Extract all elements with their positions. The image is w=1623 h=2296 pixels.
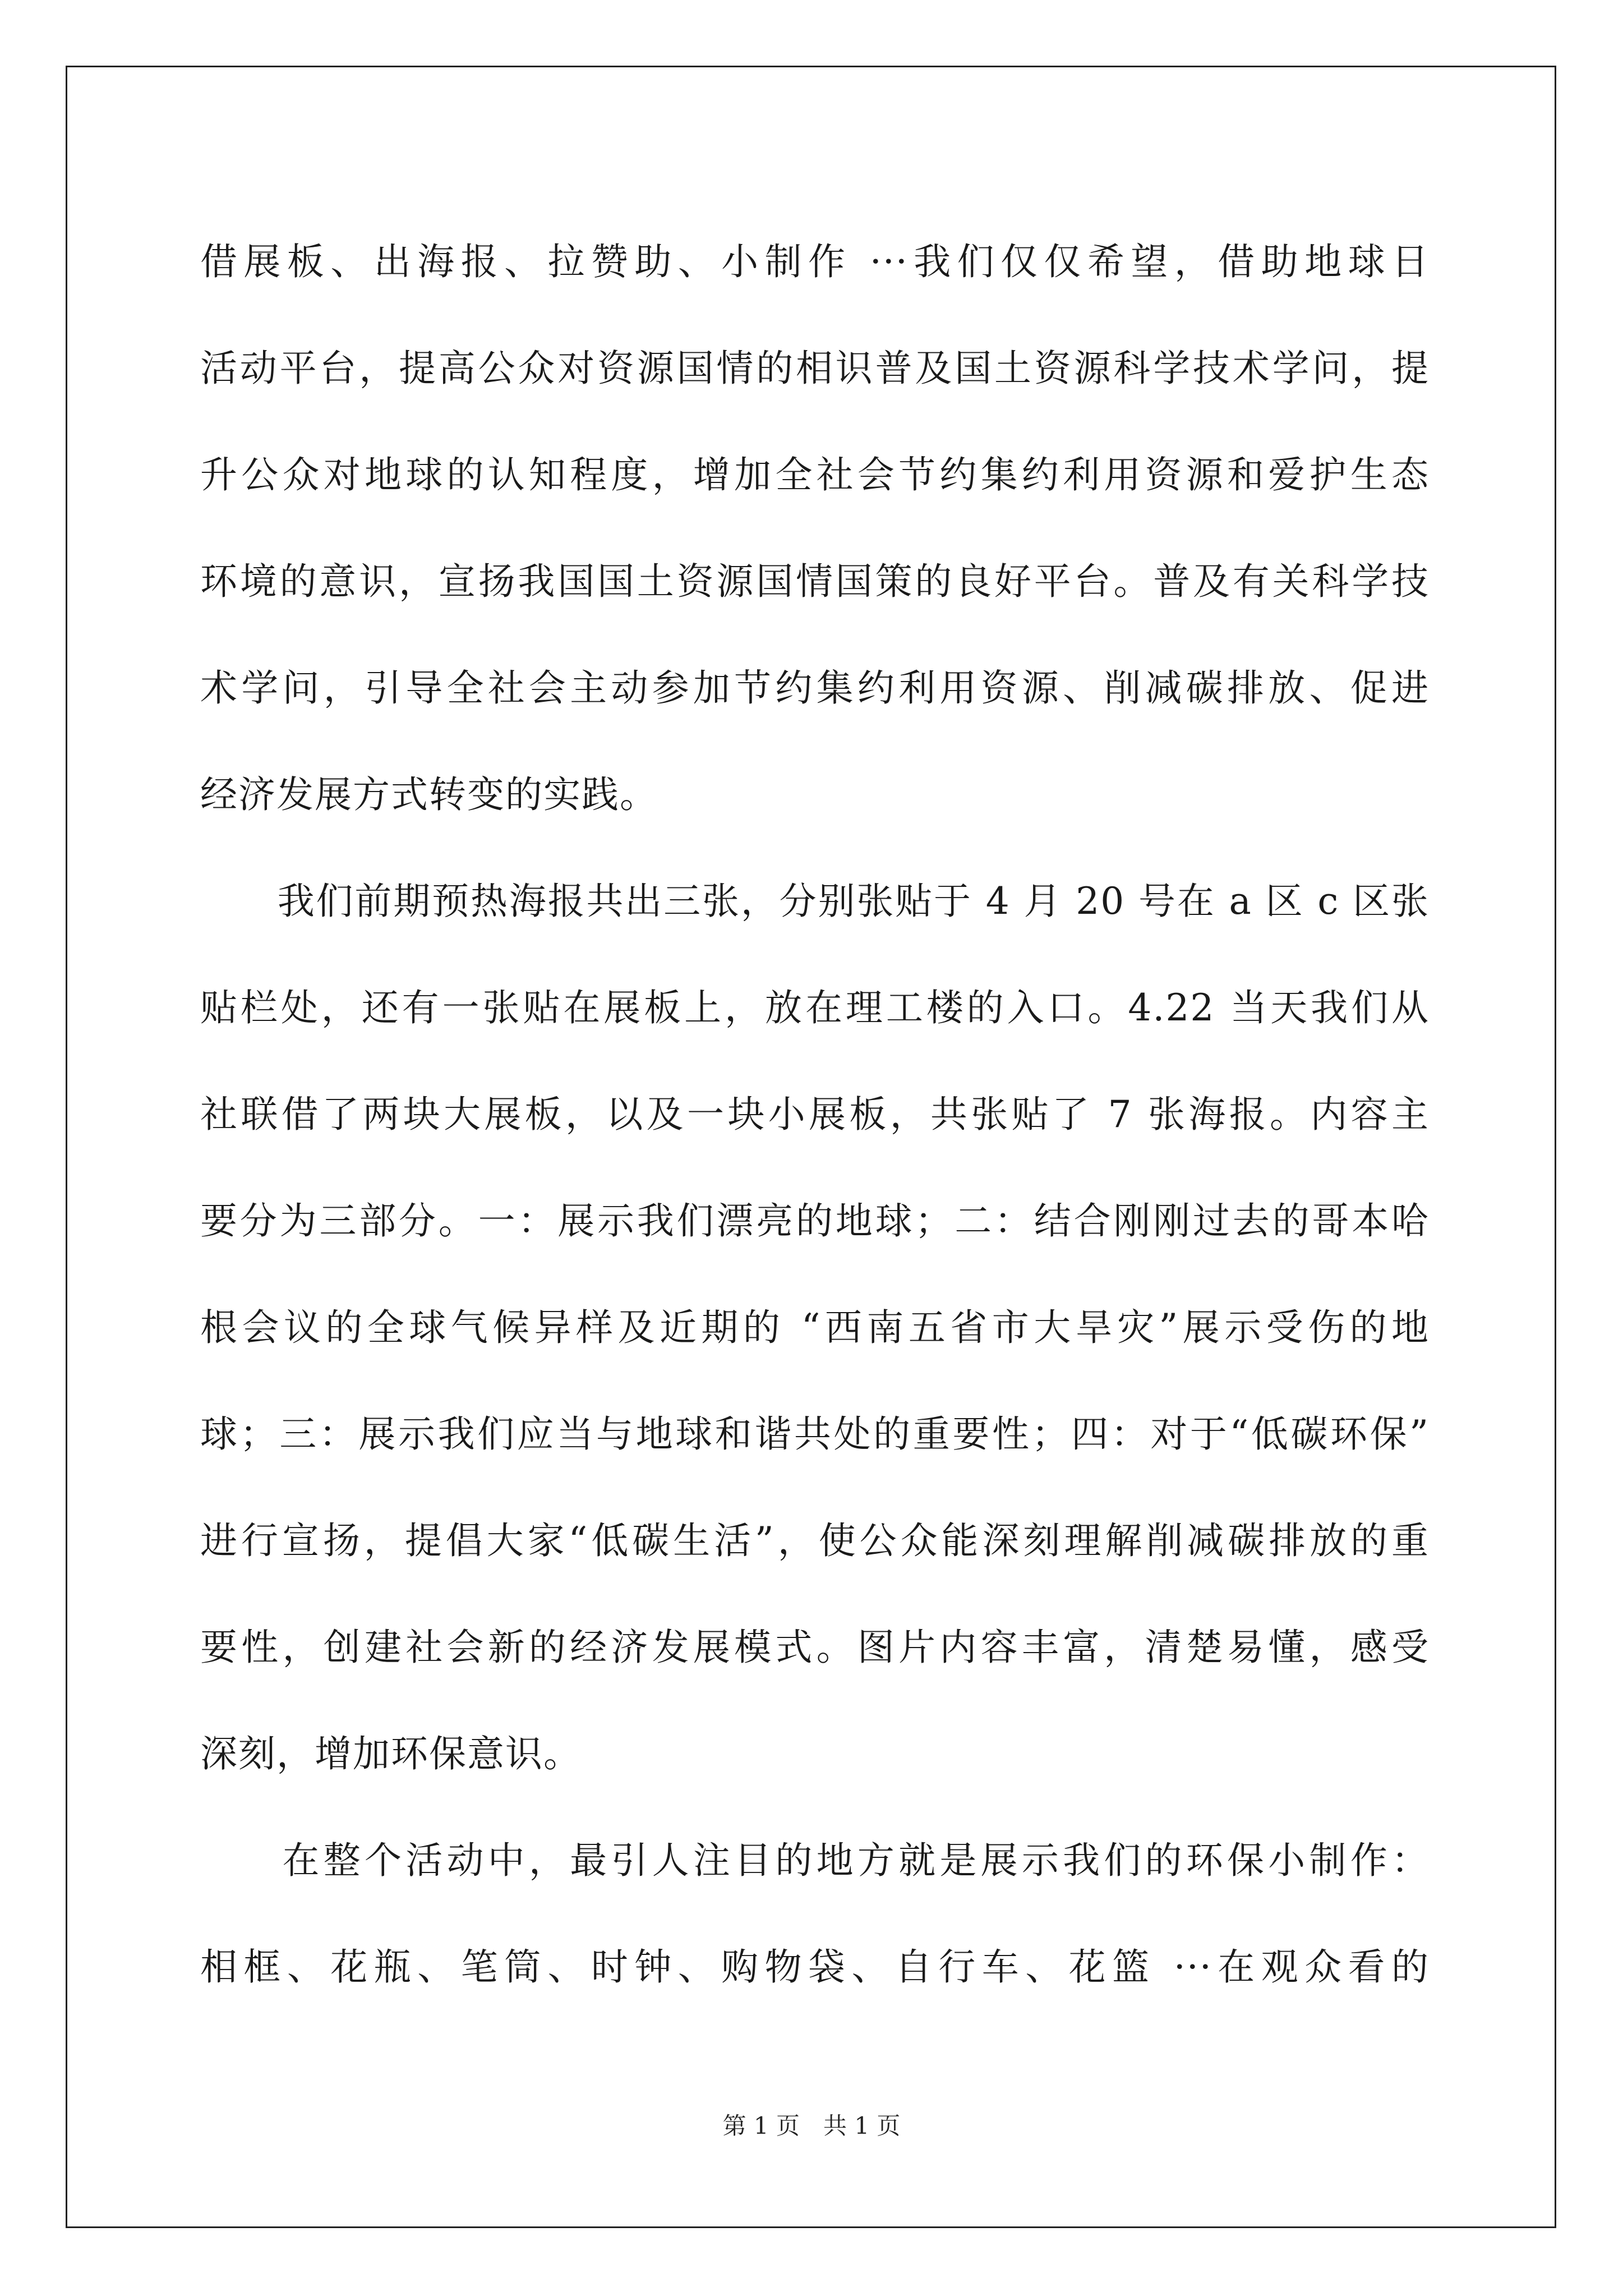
text-line: 进行宣扬，提倡大家“低碳生活”，使公众能深刻理解削减碳排放的重 — [200, 1519, 1430, 1562]
text-line: 活动平台，提高公众对资源国情的相识普及国土资源科学技术学问，提 — [200, 347, 1430, 390]
text-line: 要分为三部分。一：展示我们漂亮的地球；二：结合刚刚过去的哥本哈 — [200, 1199, 1430, 1243]
text-line: 我们前期预热海报共出三张，分别张贴于 4 月 20 号在 a 区 c 区张 — [200, 880, 1430, 923]
text-line: 在整个活动中，最引人注目的地方就是展示我们的环保小制作： — [200, 1839, 1430, 1882]
text-line: 根会议的全球气候异样及近期的 “西南五省市大旱灾”展示受伤的地 — [200, 1306, 1430, 1349]
text-line: 环境的意识，宣扬我国国土资源国情国策的良好平台。普及有关科学技 — [200, 560, 1430, 603]
text-line: 借展板、出海报、拉赞助、小制作 ···我们仅仅希望，借助地球日 — [200, 240, 1430, 283]
paragraph-1 — [200, 209, 1430, 848]
paragraph-3 — [200, 1807, 1430, 2021]
text-line: 球；三：展示我们应当与地球和谐共处的重要性；四：对于“低碳环保” — [200, 1412, 1430, 1456]
text-line: 社联借了两块大展板，以及一块小展板，共张贴了 7 张海报。内容主 — [200, 1093, 1430, 1136]
text-line: 升公众对地球的认知程度，增加全社会节约集约利用资源和爱护生态 — [200, 453, 1430, 496]
text-line: 术学问，引导全社会主动参加节约集约利用资源、削减碳排放、促进 — [200, 666, 1430, 710]
text-line: 贴栏处，还有一张贴在展板上，放在理工楼的入口。4.22 当天我们从 — [200, 986, 1430, 1029]
text-line: 深刻，增加环保意识。 — [200, 1732, 582, 1775]
text-line: 经济发展方式转变的实践。 — [200, 773, 658, 816]
document-body — [200, 209, 1430, 2021]
text-line: 要性，创建社会新的经济发展模式。图片内容丰富，清楚易懂，感受 — [200, 1626, 1430, 1669]
page-number-footer: 第 1 页 共 1 页 — [722, 2112, 901, 2139]
text-line: 相框、花瓶、笔筒、时钟、购物袋、自行车、花篮 ···在观众看的 — [200, 1945, 1430, 1989]
paragraph-2 — [200, 848, 1430, 1807]
